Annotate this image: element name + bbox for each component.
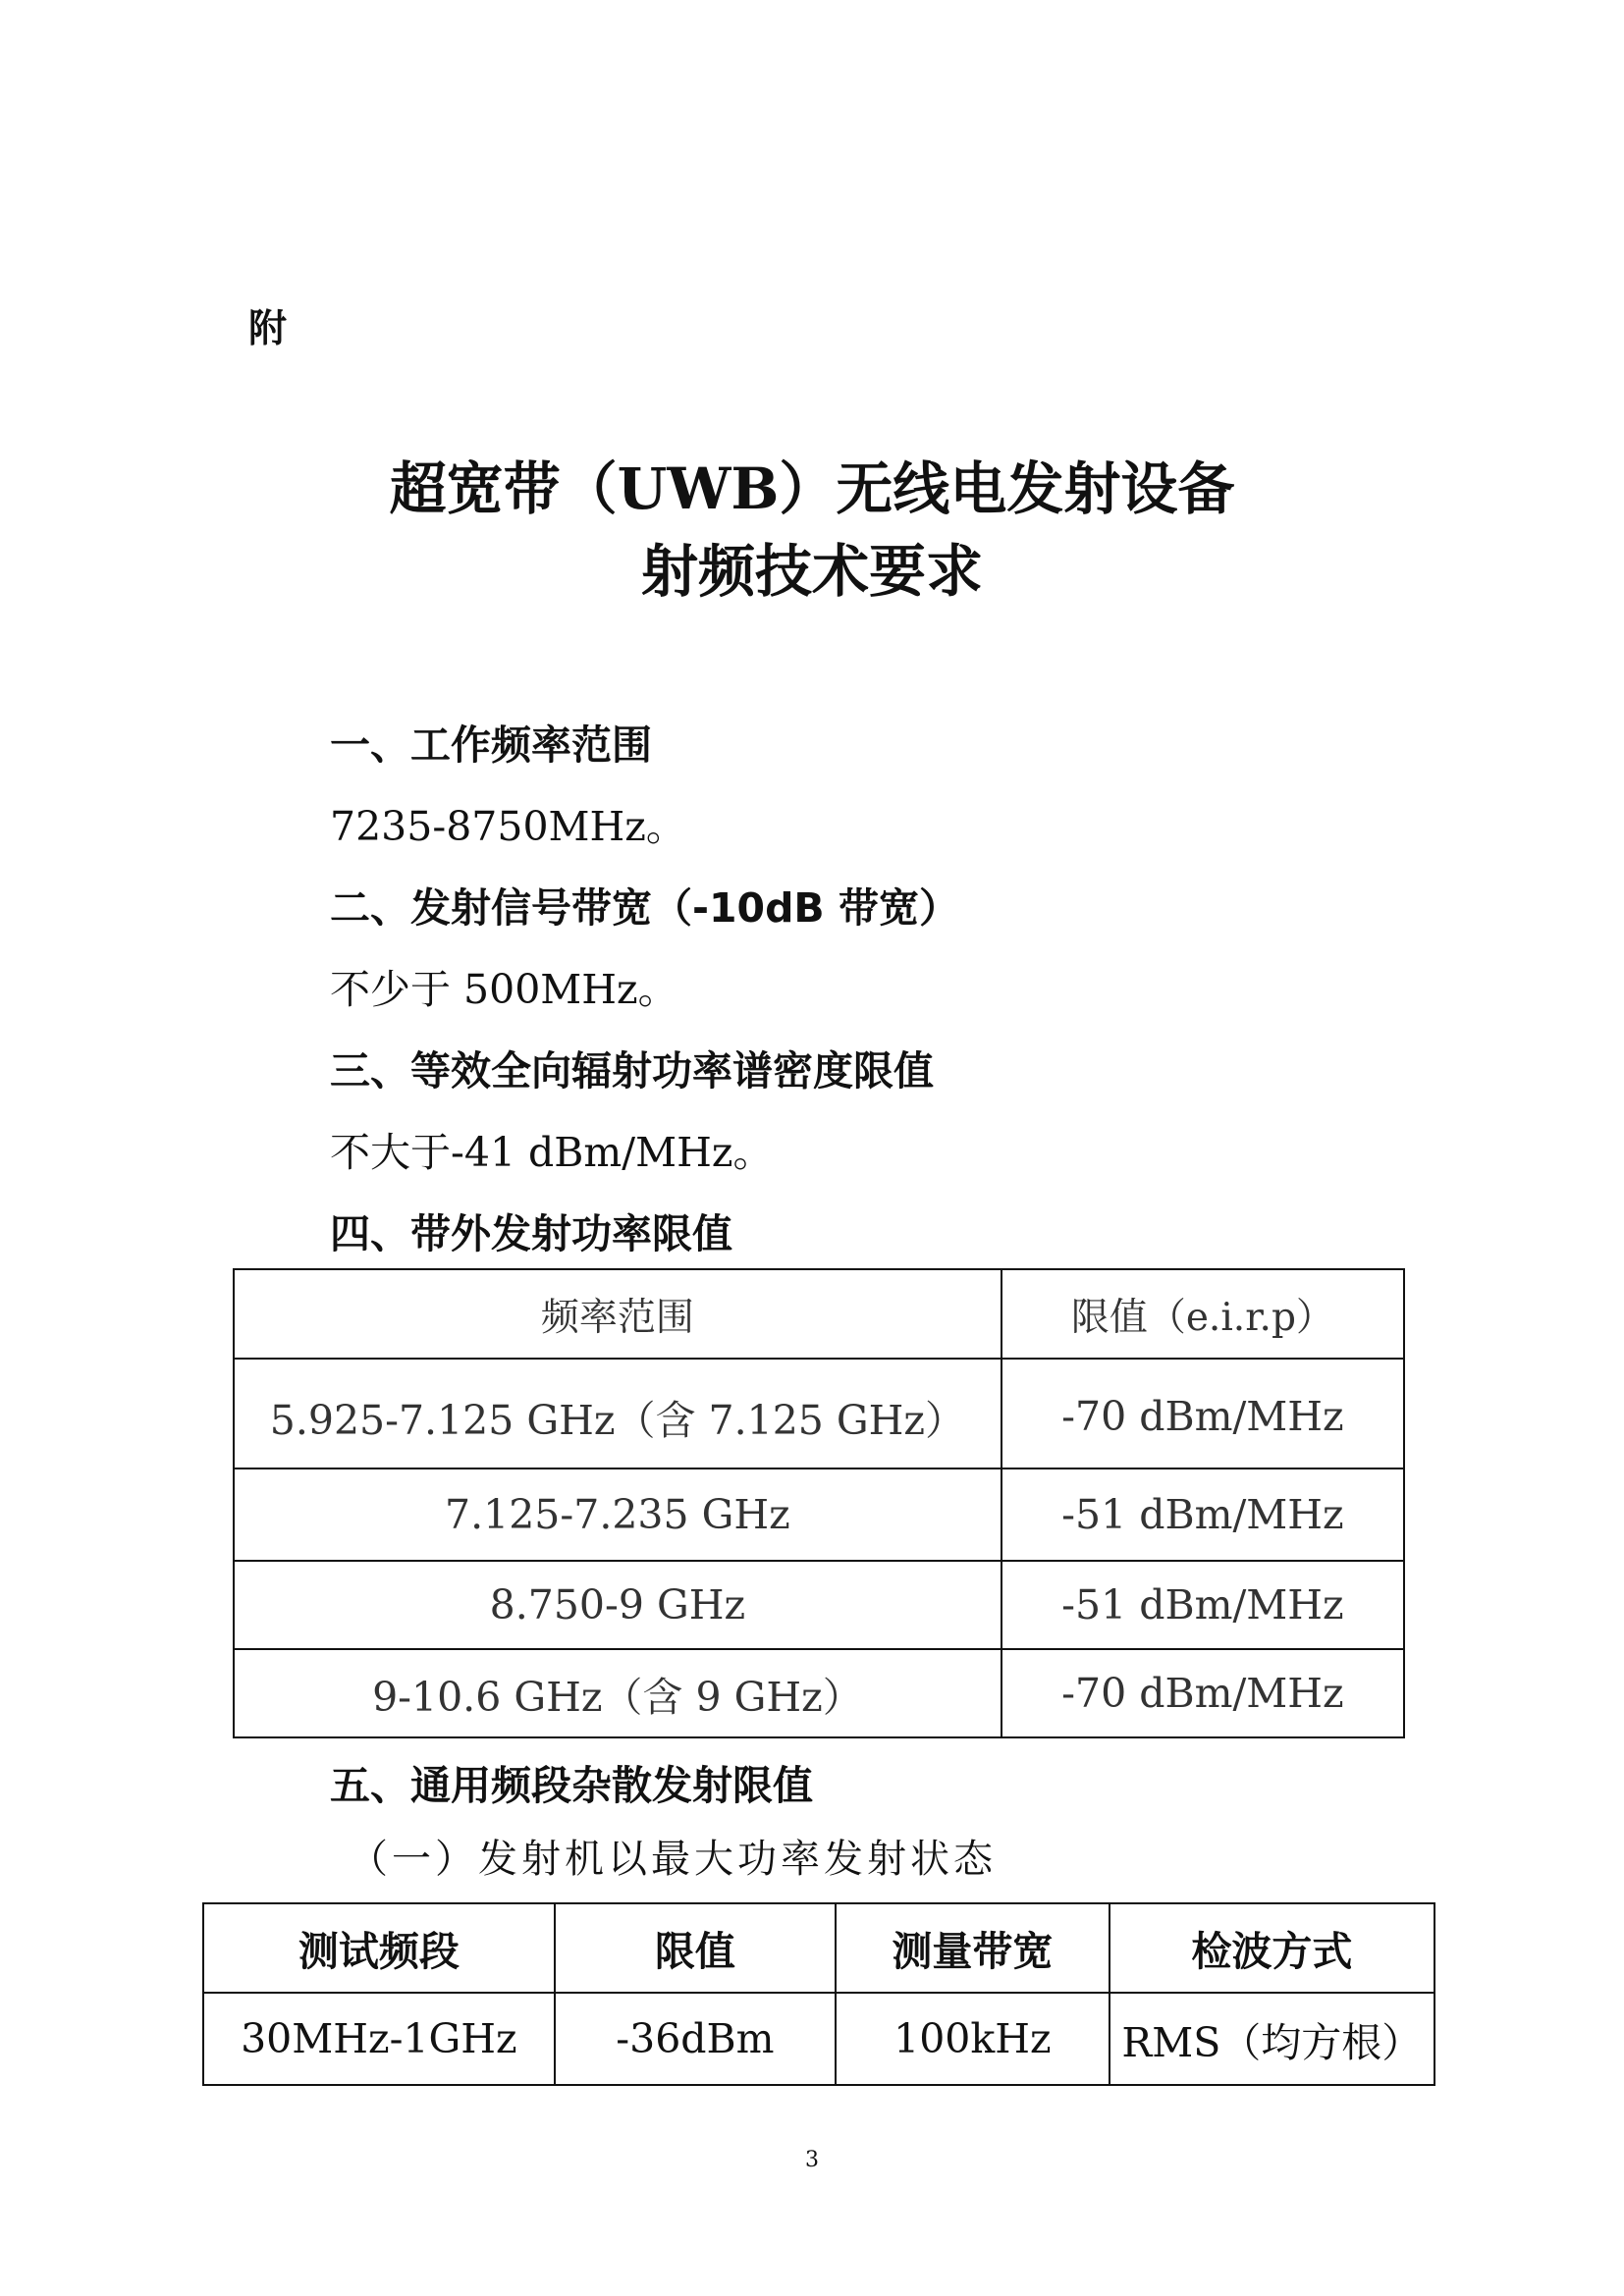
column-header-frequency-range: 频率范围: [234, 1269, 1001, 1359]
table-cell-measurement-bandwidth: 100kHz: [836, 1993, 1110, 2085]
table-cell-limit: -70 dBm/MHz: [1001, 1649, 1404, 1737]
table-cell-frequency-range: 7.125-7.235 GHz: [234, 1468, 1001, 1561]
attachment-label: 附: [248, 307, 288, 351]
section-text-frequency-range: 7235-8750MHz。: [330, 803, 686, 850]
section-heading-spurious-emission: 五、通用频段杂散发射限值: [330, 1762, 813, 1809]
table-cell-limit: -36dBm: [555, 1993, 836, 2085]
table-cell-frequency-range: 9-10.6 GHz（含 9 GHz）: [234, 1649, 1001, 1737]
table-row: [234, 1561, 1404, 1649]
column-header-limit: 限值（e.i.r.p）: [1001, 1269, 1404, 1359]
section-heading-signal-bandwidth: 二、发射信号带宽（-10dB 带宽）: [330, 884, 959, 932]
table-cell-frequency-range: 5.925-7.125 GHz（含 7.125 GHz）: [234, 1359, 1001, 1468]
out-of-band-limits-table: [233, 1268, 1405, 1738]
column-header-limit: 限值: [555, 1903, 836, 1993]
page-number: 3: [805, 2148, 819, 2172]
document-title-line-2: 射频技术要求: [640, 538, 983, 605]
table-row: [234, 1649, 1404, 1737]
table-cell-limit: -51 dBm/MHz: [1001, 1468, 1404, 1561]
table-cell-test-band: 30MHz-1GHz: [203, 1993, 555, 2085]
spurious-emission-table: [202, 1902, 1435, 2086]
table-cell-limit: -70 dBm/MHz: [1001, 1359, 1404, 1468]
column-header-measurement-bandwidth: 测量带宽: [836, 1903, 1110, 1993]
document-title-line-1: 超宽带（UWB）无线电发射设备: [389, 455, 1235, 522]
subsection-heading-max-power: （一）发射机以最大功率发射状态: [349, 1837, 997, 1882]
table-cell-limit: -51 dBm/MHz: [1001, 1561, 1404, 1649]
column-header-detection-mode: 检波方式: [1110, 1903, 1435, 1993]
table-header-row: [234, 1269, 1404, 1359]
column-header-test-band: 测试频段: [203, 1903, 555, 1993]
table-header-row: [203, 1903, 1435, 1993]
table-cell-frequency-range: 8.750-9 GHz: [234, 1561, 1001, 1649]
section-heading-out-of-band: 四、带外发射功率限值: [330, 1210, 732, 1257]
section-heading-frequency-range: 一、工作频率范围: [330, 721, 652, 769]
section-text-eirp-density: 不大于-41 dBm/MHz。: [330, 1129, 774, 1176]
table-row: [203, 1993, 1435, 2085]
table-row: [234, 1468, 1404, 1561]
table-row: [234, 1359, 1404, 1468]
section-text-signal-bandwidth: 不少于 500MHz。: [330, 966, 678, 1013]
section-heading-eirp-density: 三、等效全向辐射功率谱密度限值: [330, 1047, 934, 1095]
table-cell-detection-mode: RMS（均方根）: [1110, 1993, 1435, 2085]
